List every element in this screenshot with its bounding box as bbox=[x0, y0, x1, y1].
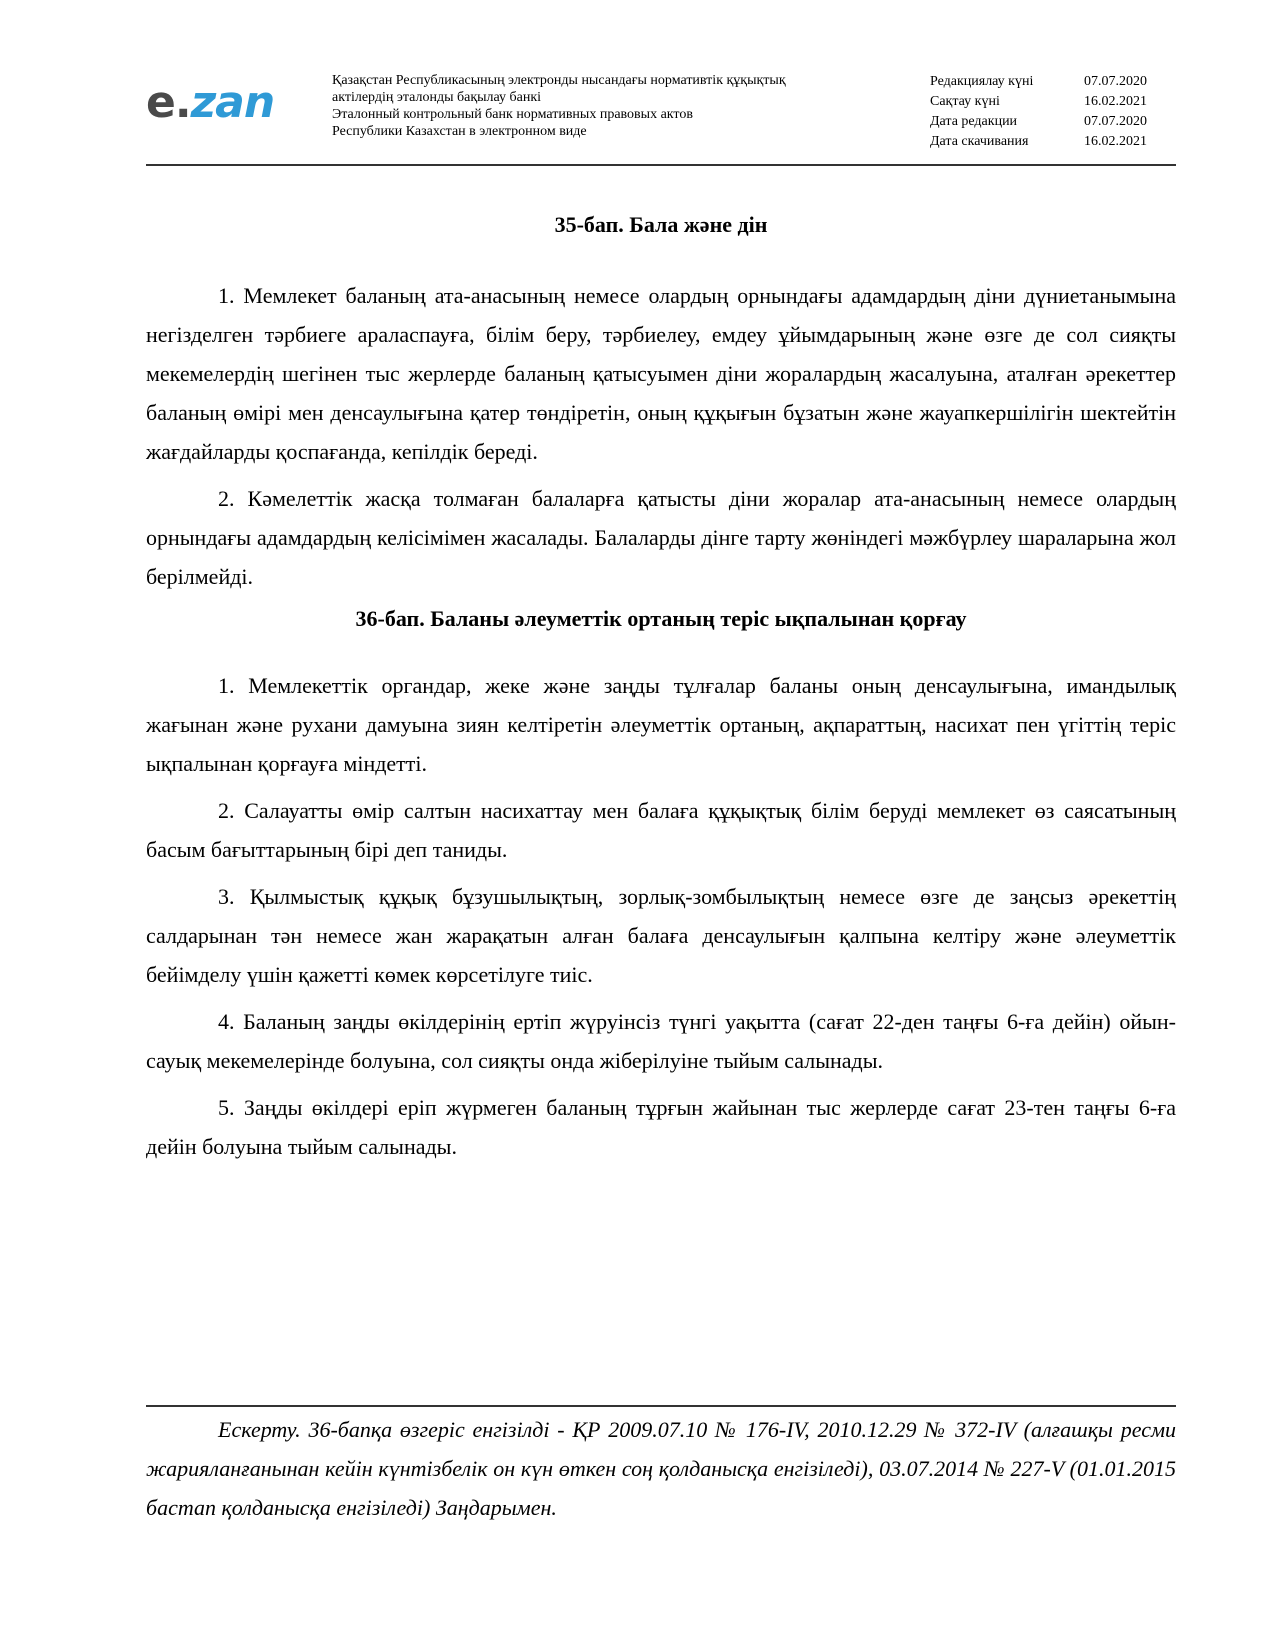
document-body bbox=[146, 196, 1176, 1174]
article-36-paragraph-2: 2. Салауатты өмір салтын насихаттау мен балаға құқықтық білім беруді мемлекет өз саясатының басым бағыттарының бірі деп таниды. bbox=[146, 798, 1176, 862]
header-description bbox=[332, 72, 892, 140]
date-label: Дата редакции bbox=[930, 114, 1018, 129]
date-value: 16.02.2021 bbox=[1084, 134, 1147, 149]
ezan-logo bbox=[146, 78, 296, 128]
page-header bbox=[146, 68, 1176, 164]
header-divider bbox=[146, 164, 1176, 166]
date-value: 07.07.2020 bbox=[1084, 74, 1147, 89]
date-value: 07.07.2020 bbox=[1084, 114, 1147, 129]
article-35-paragraph-1: 1. Мемлекет баланың ата-анасының немесе олардың орнындағы адамдардың діни дүниетанымына негізделген тәрбиеге араласпауға, білім беру, тәрбиелеу, емдеу ұйымдарының және өзге де сол сияқты мекемелердің шегінен тыс жерлерде баланың қатысуымен діни жоралардың жасалуына, аталған әрекеттер баланың өмірі мен денсаулығына қатер төндіретін, оның құқығын бұзатын және жауапкершілігін шектейтін жағдайларды қоспағанда, кепілдік береді. bbox=[146, 283, 1176, 464]
amendment-note: Ескерту. 36-бапқа өзгеріс енгізілді - ҚР 2009.07.10 № 176-IV, 2010.12.29 № 372-IV (алғашқы ресми жарияланғанынан кейін күнтізбелік он күн өткен соң қолданысқа енгізіледі), 03.07.2014 № 227-V (01.01.2015 бастап қолданысқа енгізіледі) Заңдарымен. bbox=[146, 1417, 1176, 1520]
header-dates bbox=[930, 72, 1176, 152]
article-36-paragraph-5: 5. Заңды өкілдері еріп жүрмеген баланың тұрғын жайынан тыс жерлерде сағат 23-тен таңғы 6-ға дейін болуына тыйым салынады. bbox=[146, 1095, 1176, 1159]
footnote-divider bbox=[146, 1405, 1176, 1407]
logo-text-part1: e. bbox=[146, 77, 191, 128]
date-label: Сақтау күні bbox=[930, 94, 1000, 109]
header-line: Эталонный контрольный банк нормативных правовых актов bbox=[332, 107, 693, 122]
document-page bbox=[146, 0, 1176, 1650]
logo-text-part2: zan bbox=[190, 77, 275, 128]
date-row bbox=[930, 92, 1176, 112]
date-value: 16.02.2021 bbox=[1084, 94, 1147, 109]
article-36-title: 36-бап. Баланы әлеуметтік ортаның теріс ықпалынан қорғау bbox=[355, 606, 967, 631]
header-line: Қазақстан Республикасының электронды нысандағы нормативтік құқықтық bbox=[332, 73, 786, 88]
article-36-paragraph-3: 3. Қылмыстық құқық бұзушылықтың, зорлық-зомбылықтың немесе өзге де заңсыз әрекеттің салдарынан тән немесе жан жарақатын алған балаға денсаулығын қалпына келтіру және әлеуметтік бейімделу үшін қажетті көмек көрсетілуге тиіс. bbox=[146, 884, 1176, 987]
date-label: Редакциялау күні bbox=[930, 74, 1034, 89]
date-row bbox=[930, 112, 1176, 132]
date-label: Дата скачивания bbox=[930, 134, 1029, 149]
article-36-paragraph-4: 4. Баланың заңды өкілдерінің ертіп жүруінсіз түнгі уақытта (сағат 22-ден таңғы 6-ға дейін) ойын-сауық мекемелерінде болуына, сол сияқты онда жіберілуіне тыйым салынады. bbox=[146, 1009, 1176, 1073]
article-35-paragraph-2: 2. Кәмелеттік жасқа толмаған балаларға қатысты діни жоралар ата-анасының немесе олардың орнындағы адамдардың келісімімен жасалады. Балаларды дінге тарту жөніндегі мәжбүрлеу шараларына жол берілмейді. bbox=[146, 486, 1176, 589]
date-row bbox=[930, 72, 1176, 92]
article-36-paragraph-1: 1. Мемлекеттік органдар, жеке және заңды тұлғалар баланы оның денсаулығына, имандылық жағынан және рухани дамуына зиян келтіретін әлеуметтік ортаның, ақпараттың, насихат пен үгіттің теріс ықпалынан қорғауға міндетті. bbox=[146, 673, 1176, 776]
date-row bbox=[930, 132, 1176, 152]
header-line: актілердің эталонды бақылау банкі bbox=[332, 90, 542, 105]
article-35-title: 35-бап. Бала және дін bbox=[554, 212, 768, 237]
header-line: Республики Казахстан в электронном виде bbox=[332, 124, 587, 139]
